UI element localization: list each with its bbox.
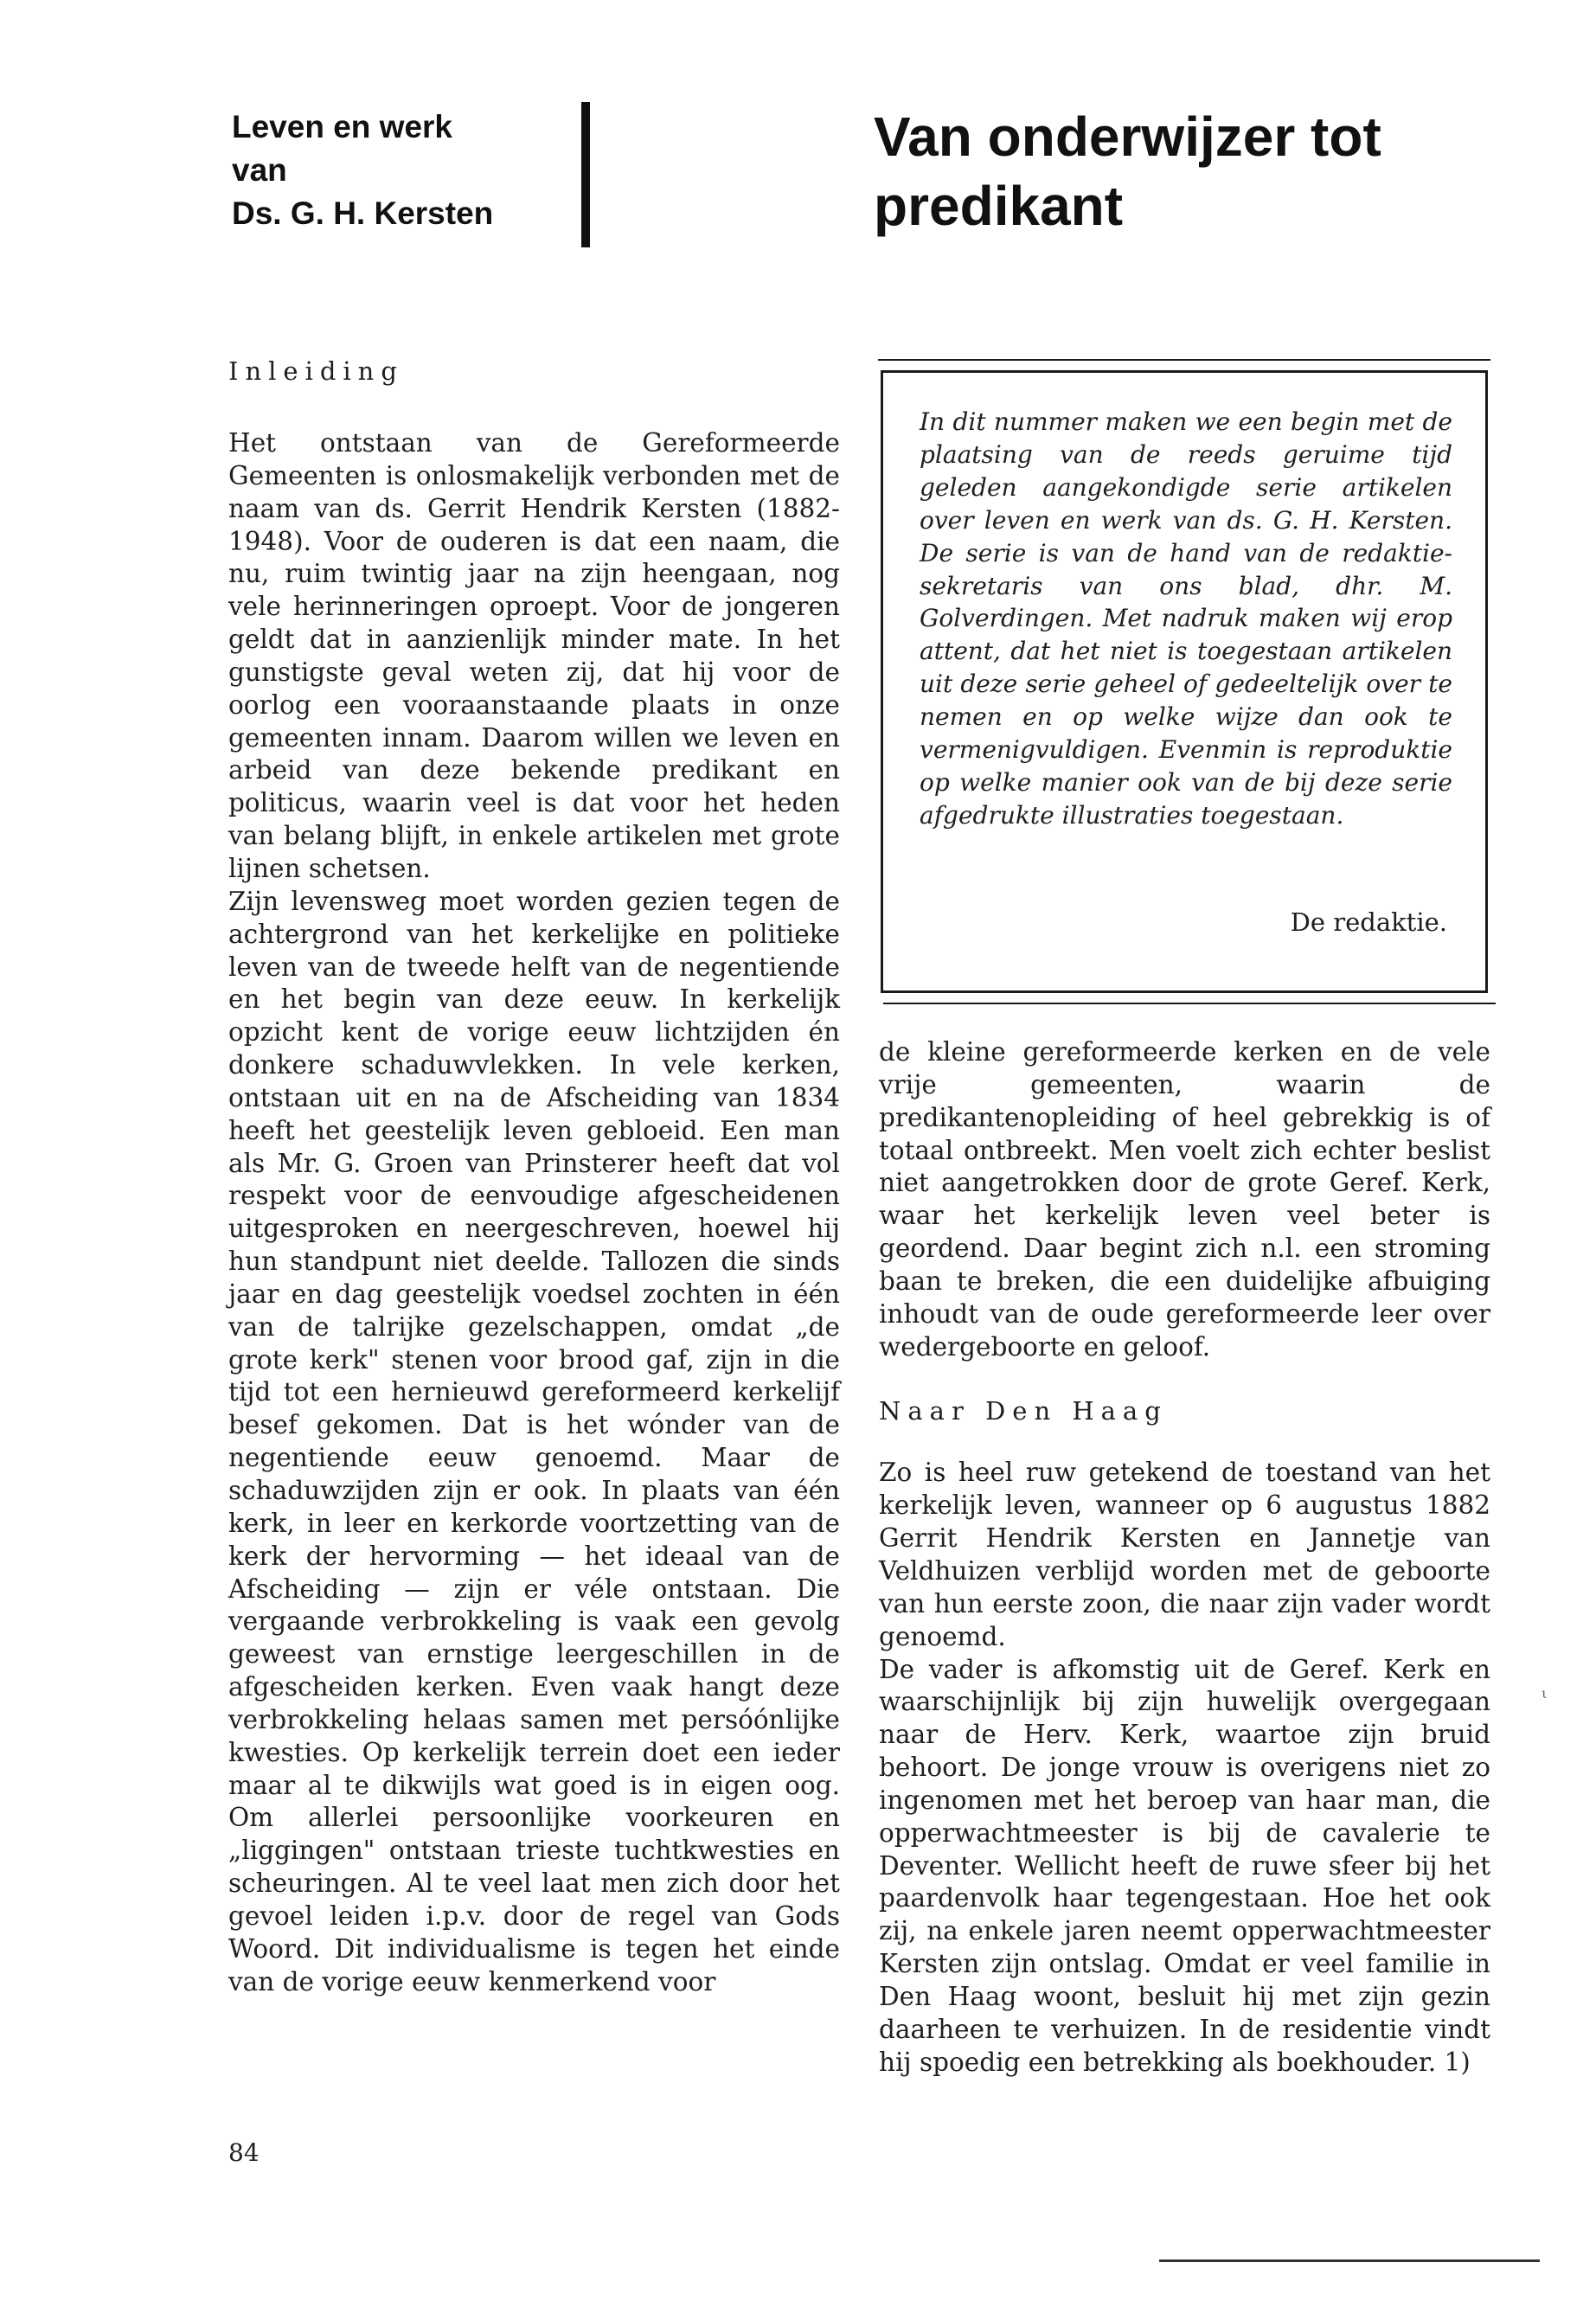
body-paragraph: Zo is heel ruw getekend de toestand van het kerkelijk leven, wanneer op 6 augustus 1882 Gerrit Hendrik Kersten en Jannetje van Veldhuizen verblijd worden met de geboorte van hun eerste zoon, die naar zijn vader wordt genoemd. [879, 1458, 1490, 1651]
header-divider [581, 102, 590, 247]
notice-top-rule [878, 359, 1490, 361]
series-title-line: Ds. G. H. Kersten [232, 195, 494, 231]
editorial-signature: De redaktie. [1290, 907, 1447, 937]
body-paragraph: De vader is afkomstig uit de Geref. Kerk en waarschijnlijk bij zijn huwelijk overgegaan naar de Herv. Kerk, waartoe zijn bruid behoort. De jonge vrouw is overigens niet zo ingenomen met het beroep van haar man, die opperwachtmeester is bij de cavalerie te Deventer. Wellicht heeft de ruwe sfeer bij het paardenvolk haar tegengestaan. Hoe het ook zij, na enkele jaren neemt opperwachtmeester Kersten zijn ontslag. Omdat er veel familie in Den Haag woont, besluit hij met zijn gezin daarheen te verhuizen. In de residentie vindt hij spoedig een betrekking als boekhouder. 1) [879, 1654, 1490, 2077]
body-paragraph: Zijn levensweg moet worden gezien tegen de achtergrond van het kerkelijke en politieke leven van de tweede helft van de negentiende en het begin van deze eeuw. In kerkelijk opzicht kent de vorige eeuw lichtzijden én donkere schaduwvlekken. In vele kerken, ontstaan uit en na de Afscheiding van 1834 heeft het geestelijk leven gebloeid. Een man als Mr. G. Groen van Prinsterer heeft dat vol respekt voor de eenvoudige afgescheidenen uitgesproken en neergeschreven, hoewel hij hun standpunt niet deelde. Tallozen die sinds jaar en dag geestelijk voedsel zochten in één van de talrijke gezelschappen, omdat „de grote kerk" stenen voor brood gaf, zijn in die tijd tot een hernieuwd gereformeerd kerkelijf besef gekomen. Dat is het wónder van de negentiende eeuw genoemd. Maar de schaduwzijden zijn er ook. In plaats van één kerk, in leer en kerkorde voortzetting van de kerk der hervorming — het ideaal van de Afscheiding — zijn er véle ontstaan. Die vergaande verbrokkeling is vaak een gevolg geweest van ernstige leergeschillen in de afgescheiden kerken. Even vaak hangt deze verbrokkeling helaas samen met persóónlijke kwesties. Op kerkelijk terrein doet een ieder maar al te dikwijls wat goed is in eigen oog. Om allerlei persoonlijke voorkeuren en „liggingen" ontstaan trieste tuchtkwesties en scheuringen. Al te veel laat men zich door het gevoel leiden i.p.v. door de regel van Gods Woord. Dit individualisme is tegen het einde van de vorige eeuw kenmerkend voor [228, 886, 840, 1997]
series-title-line: van [232, 152, 287, 188]
series-title-line: Leven en werk [232, 109, 453, 144]
article-title-line: Van onderwijzer tot [874, 106, 1381, 168]
editorial-notice-box [881, 370, 1488, 993]
section-heading-inleiding: Inleiding [228, 356, 404, 386]
body-paragraph-continued: de kleine gereformeerde kerken en de vele vrije gemeenten, waarin de predikantenopleiding of heel gebrekkig is of totaal ontbreekt. Men voelt zich echter beslist niet aangetrokken door de grote Geref. Kerk, waar het kerkelijk leven veel beter is geordend. Daar begint zich n.l. een stroming baan te breken, die een duidelijke afbuiging inhoudt van de oude gereformeerde leer over wedergeboorte en geloof. [879, 1037, 1490, 1362]
series-title [232, 106, 561, 235]
right-column [879, 1036, 1490, 2079]
notice-bottom-rule [883, 1003, 1496, 1004]
body-paragraph: Het ontstaan van de Gereformeerde Gemeenten is onlosmakelijk verbonden met de naam van ds. Gerrit Hendrik Kersten (1882-1948). Voor de ouderen is dat een naam, die nu, ruim twintig jaar na zijn heengaan, nog vele herinneringen oproept. Voor de jongeren geldt dat in aanzienlijk minder mate. In het gunstigste geval weten zij, dat hij voor de oorlog een vooraanstaande plaats in onze gemeenten innam. Daarom willen we leven en arbeid van deze bekende predikant en politicus, waarin veel is dat voor het heden van belang blijft, in enkele artikelen met grote lijnen schetsen. [228, 428, 840, 883]
left-column [228, 356, 840, 1999]
article-title-line: predikant [874, 175, 1124, 237]
margin-mark: ι [1542, 1685, 1548, 1702]
editorial-notice-text: In dit nummer maken we een begin met de plaatsing van de reeds geruime tijd geleden aangekondigde serie artikelen over leven en werk van ds. G. H. Kersten. De serie is van de hand van de redaktie-sekretaris van ons blad, dhr. M. Golverdingen. Met nadruk maken wij erop attent, dat het niet is toegestaan artikelen uit deze serie geheel of gedeeltelijk over te nemen en op welke wijze dan ook te vermenigvuldigen. Evenmin is reproduktie op welke manier ook van de bij deze serie afgedrukte illustraties toegestaan. [920, 407, 1452, 830]
article-title [874, 102, 1566, 240]
page-number: 84 [228, 2138, 260, 2167]
section-heading-naar-den-haag: Naar Den Haag [879, 1396, 1168, 1426]
scan-edge-line [1159, 2259, 1540, 2262]
